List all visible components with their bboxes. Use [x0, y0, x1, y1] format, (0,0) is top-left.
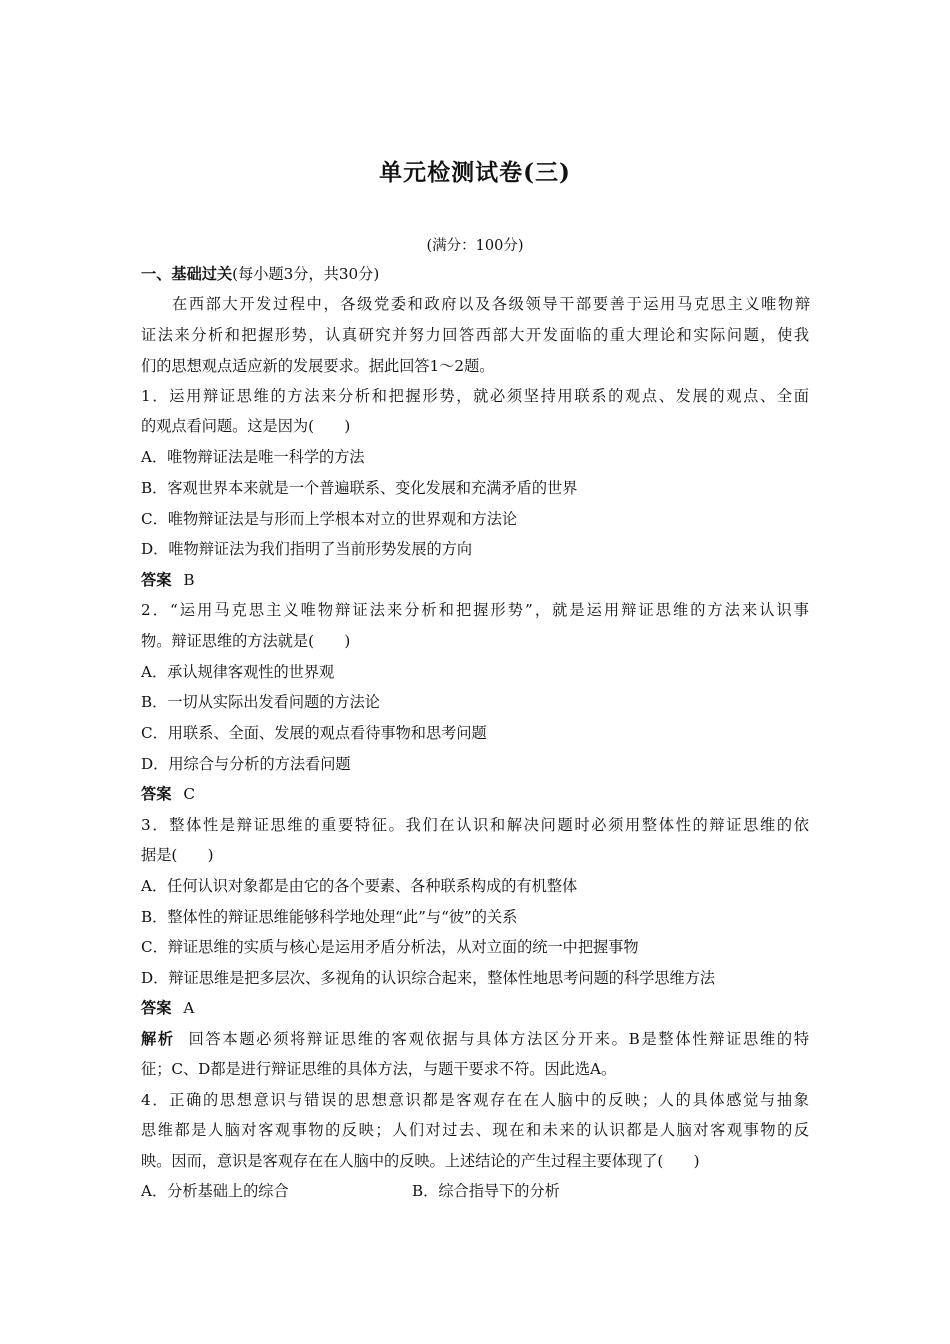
intro-line: 们的思想观点适应新的发展要求。据此回答1～2题。: [141, 357, 495, 375]
question-stem: 映。因而，意识是客观存在在人脑中的反映。上述结论的产生过程主要体现了( ): [141, 1152, 700, 1170]
option: C．辩证思维的实质与核心是运用矛盾分析法，从对立面的统一中把握事物: [141, 938, 639, 956]
option: A．任何认识对象都是由它的各个要素、各种联系构成的有机整体: [141, 877, 578, 895]
question-stem: 2．“运用马克思主义唯物辩证法来分析和把握形势”，就是运用辩证思维的方法来认识事: [141, 601, 809, 619]
question-stem: 1．运用辩证思维的方法来分析和把握形势，就必须坚持用联系的观点、发展的观点、全面: [141, 387, 809, 405]
question-stem: 的观点看问题。这是因为( ): [141, 417, 351, 435]
page-title: 单元检测试卷(三): [379, 159, 571, 186]
analysis-line: 征；C、D都是进行辩证思维的具体方法，与题干要求不符。因此选A。: [141, 1060, 617, 1078]
option: A．唯物辩证法是唯一科学的方法: [141, 448, 365, 466]
option: A．分析基础上的综合: [141, 1182, 289, 1200]
option: A．承认规律客观性的世界观: [141, 663, 335, 681]
score-note: (满分：100分): [426, 238, 524, 254]
option: D．唯物辩证法为我们指明了当前形势发展的方向: [141, 540, 473, 558]
answer-line: 答案 A: [141, 999, 195, 1017]
option: B．整体性的辩证思维能够科学地处理“此”与“彼”的关系: [141, 908, 518, 926]
option: B．一切从实际出发看问题的方法论: [141, 693, 380, 711]
answer-line: 答案 C: [141, 785, 195, 803]
option: C．用联系、全面、发展的观点看待事物和思考问题: [141, 724, 487, 742]
question-stem: 3．整体性是辩证思维的重要特征。我们在认识和解决问题时必须用整体性的辩证思维的依: [141, 816, 809, 834]
answer-line: 答案 B: [141, 571, 195, 589]
intro-line: 在西部大开发过程中，各级党委和政府以及各级领导干部要善于运用马克思主义唯物辩: [172, 295, 810, 313]
question-stem: 思维都是人脑对客观事物的反映；人们对过去、现在和未来的认识都是人脑对客观事物的反: [141, 1121, 809, 1139]
option: C．唯物辩证法是与形而上学根本对立的世界观和方法论: [141, 510, 518, 528]
option: D．用综合与分析的方法看问题: [141, 755, 351, 773]
analysis-line: 解析 回答本题必须将辩证思维的客观依据与具体方法区分开来。B是整体性辩证思维的特: [141, 1030, 810, 1048]
question-stem: 据是( ): [141, 846, 214, 864]
intro-line: 证法来分析和把握形势，认真研究并努力回答西部大开发面临的重大理论和实际问题，使我: [141, 326, 809, 344]
question-stem: 4．正确的思想意识与错误的思想意识都是客观存在在人脑中的反映；人的具体感觉与抽象: [141, 1091, 809, 1109]
option: D．辩证思维是把多层次、多视角的认识综合起来，整体性地思考问题的科学思维方法: [141, 969, 716, 987]
section-heading: 一、基础过关(每小题3分，共30分): [141, 265, 380, 283]
option: B．客观世界本来就是一个普遍联系、变化发展和充满矛盾的世界: [141, 479, 578, 497]
question-stem: 物。辩证思维的方法就是( ): [141, 632, 351, 650]
option: B．综合指导下的分析: [412, 1182, 560, 1200]
